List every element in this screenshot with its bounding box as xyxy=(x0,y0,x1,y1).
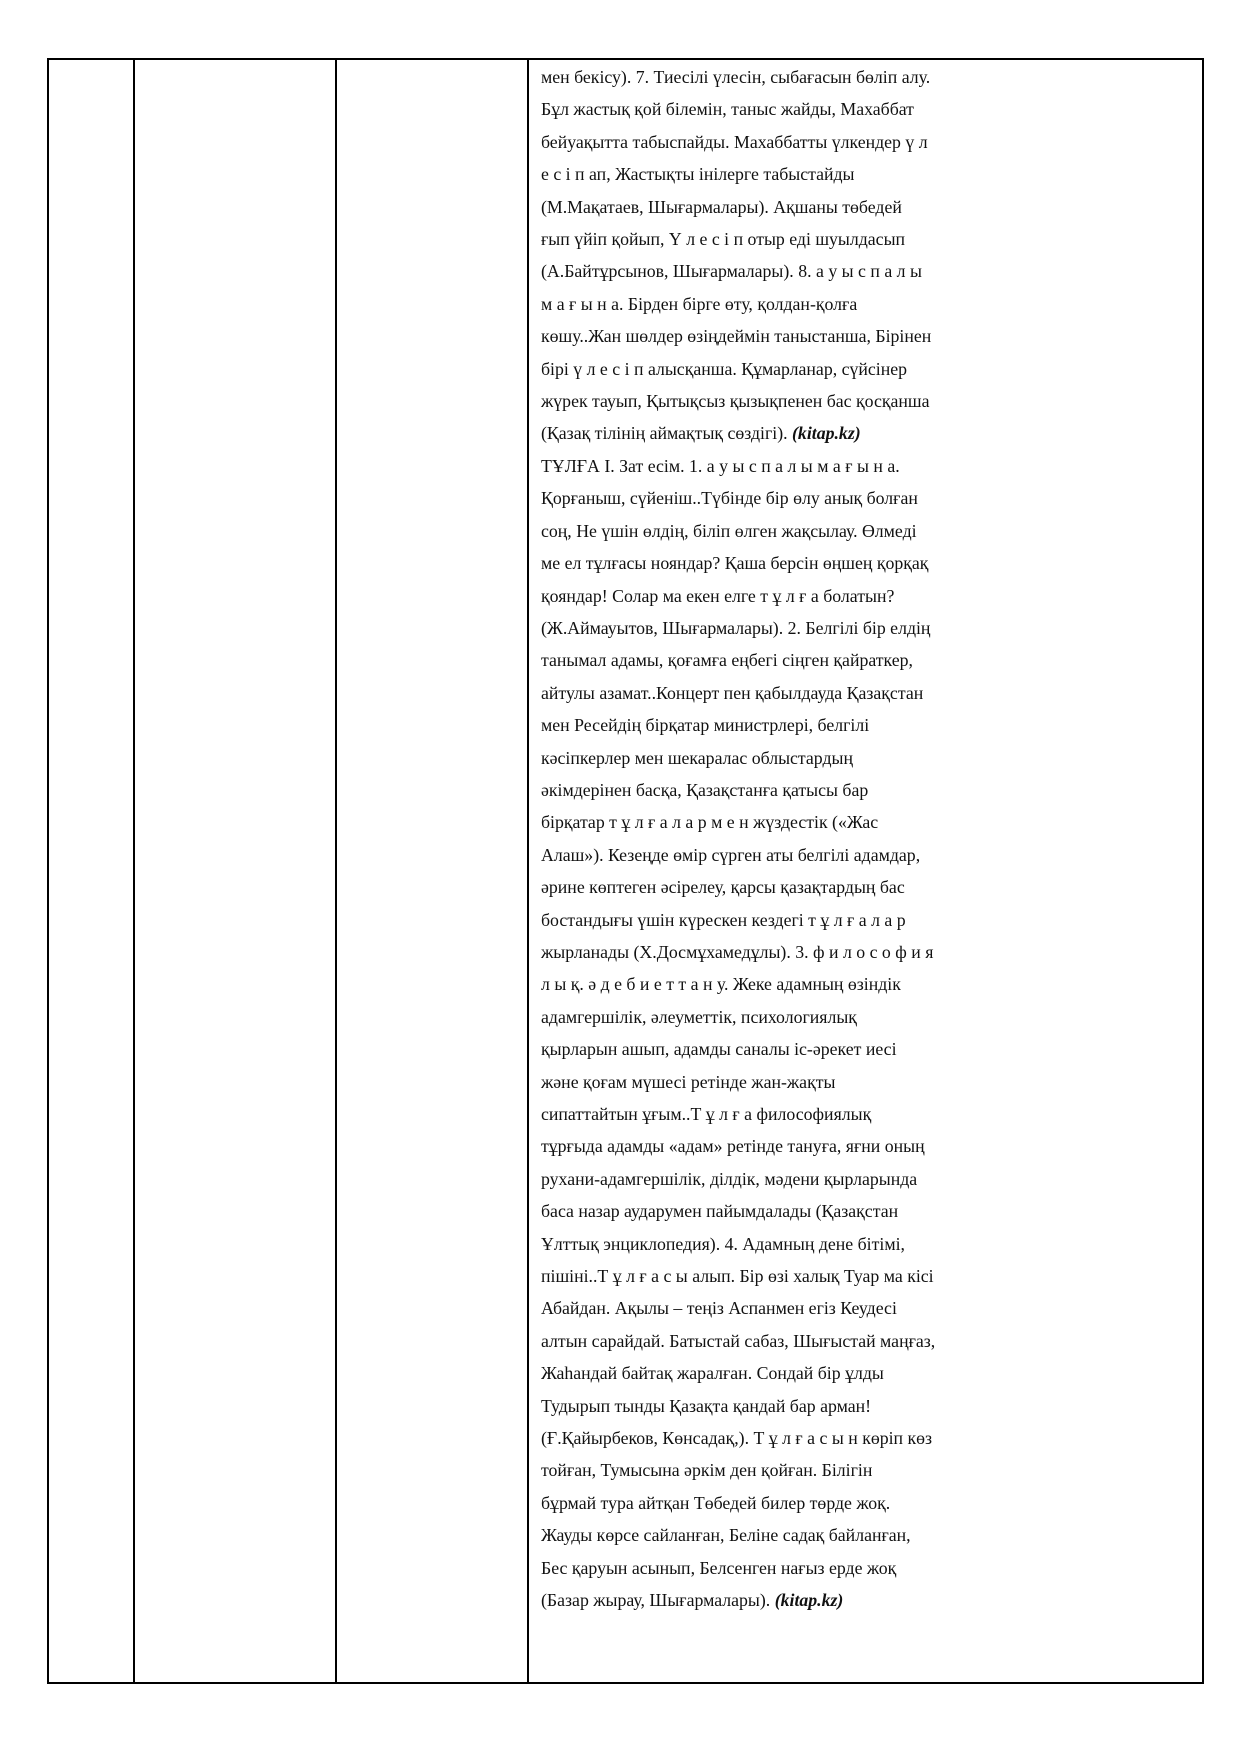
table-cell-1 xyxy=(48,59,134,1683)
table-cell-text xyxy=(528,59,1203,1683)
table-cell-3 xyxy=(336,59,528,1683)
source-citation: (kitap.kz) xyxy=(792,423,861,444)
table-row xyxy=(48,59,1203,1683)
document-table xyxy=(47,58,1204,1684)
source-citation: (kitap.kz) xyxy=(774,1590,844,1611)
table-cell-2 xyxy=(134,59,336,1683)
definition-text: мен бекісу). 7. Тиесілі үлесін, сыбағасын бөліп алу. Бұл жастық қой білемін, таныс жайды, Махаббат бейуақытта табыспайды. Махаббатты үлкендер ү л е с і п ап, Жастықты інілерге табыстайды (М.Мақатаев, Шығармалары). Ақшаны төбедей ғып үйіп қойып, Ү л е с і п отыр еді шуылдасып (А.Байтұрсынов, Шығармалары). 8. а у ы с п а л ы м а ғ ы н а. Бірден бірге өту, қолдан-қолға көшу..Жан шөлдер өзіңдеймін таныстанша, Бірінен бірі ү л е с і п алысқанша. Құмарланар, сүйсінер жүрек тауып, Қытықсыз қызықпенен бас қосқанша (Қазақ тілінің аймақтық сөздігі). (kitap.kz) ТҰЛҒА І. Зат есім. 1. а у ы с п а л ы м а ғ ы н а. Қорғаныш, сүйеніш..Түбінде бір өлу анық болған соң, Не үшін өлдің, біліп өлген жақсылау. Өлмеді ме ел тұлғасы нояндар? Қаша берсін өңшең қорқақ қояндар! Солар ма екен елге т ұ л ғ а болатын? (Ж.Аймауытов, Шығармалары). 2. Белгілі бір елдің танымал адамы, қоғамға еңбегі сіңген қайраткер, айтулы азамат..Концерт пен қабылдауда Қазақстан мен Ресейдің бірқатар министрлері, белгілі кәсіпкерлер мен шекаралас облыстардың әкімдерінен басқа, Қазақстанға қатысы бар бірқатар т ұ л ғ а л а р м е н жүздестік («Жас Алаш»). Кезеңде өмір сүрген аты белгілі адамдар, әрине көптеген әсірелеу, қарсы қазақтардың бас бостандығы үшін күрескен кездегі т ұ л ғ а л а р жырланады (Х.Досмұхамедұлы). 3. ф и л о с о ф и я л ы қ. ә д е б и е т т а н у. Жеке адамның өзіндік адамгершілік, әлеуметтік, психологиялық қырларын ашып, адамды саналы іс-әрекет иесі және қоғам мүшесі ретінде жан-жақты сипаттайтын ұғым..Т ұ л ғ а философиялық тұрғыда адамды «адам» ретінде тануға, яғни оның рухани-адамгершілік, ділдік, мәдени қырларында баса назар аударумен пайымдалады (Қазақстан Ұлттық энциклопедия). 4. Адамның дене бітімі, пішіні..Т ұ л ғ а с ы алып. Бір өзі халық Туар ма кісі Абайдан. Ақылы – теңіз Аспанмен егіз Кеудесі алтын сарайдай. Батыстай сабаз, Шығыстай маңғаз, Жаһандай байтақ жаралған. Сондай бір ұлды Тудырып тынды Қазақта қандай бар арман! (Ғ.Қайырбеков, Көнсадақ,). Т ұ л ғ а с ы н көріп көз тойған, Тумысына әркім ден қойған. Білігін бұрмай тура айтқан Төбедей билер төрде жоқ. Жауды көрсе сайланған, Беліне садақ байланған, Бес қаруын асынып, Белсенген нағыз ерде жоқ (Базар жырау, Шығармалары). (kitap.kz) xyxy=(541,67,936,1611)
